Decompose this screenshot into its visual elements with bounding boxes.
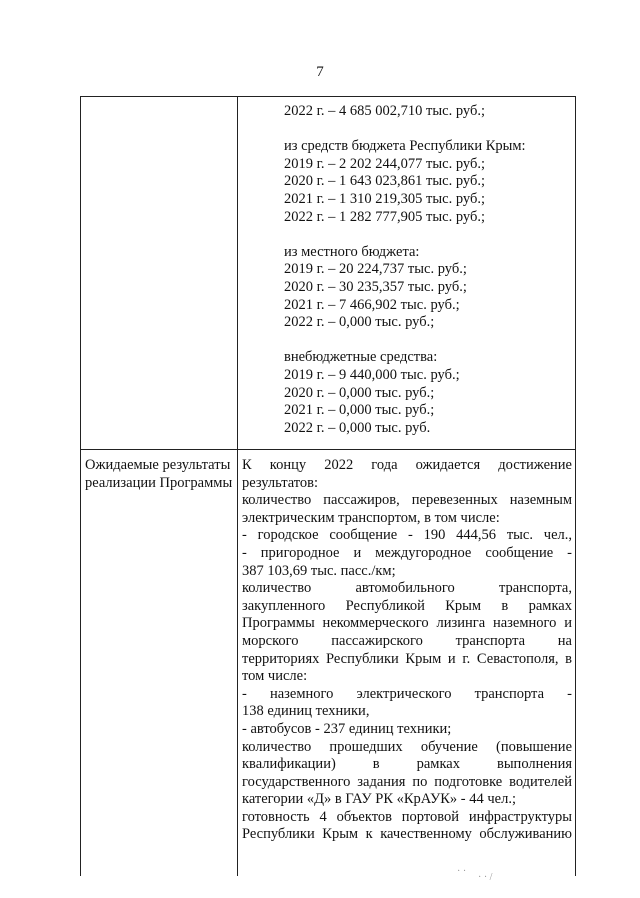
extrabudgetary-line: 2022 г. – 0,000 тыс. руб. [284,419,431,436]
results-text-line: готовность 4 объектов портовой инфраструктуры [242,808,572,825]
funding-cell [284,103,567,437]
results-text-line: территориях Республики Крым и г. Севастополя, в [242,650,572,667]
crimea-budget-line: 2020 г. – 1 643 023,861 тыс. руб.; [284,173,485,190]
crimea-budget-line: 2021 г. – 1 310 219,305 тыс. руб.; [284,190,485,207]
column-divider [237,97,238,876]
results-text-line: результатов: [242,474,319,491]
results-text-line: количество пассажиров, перевезенных наземным [242,492,572,509]
crimea-budget-line: 2019 г. – 2 202 244,077 тыс. руб.; [284,155,485,172]
row-divider [81,449,575,450]
results-text-line: - наземного электрического транспорта - [242,685,572,702]
local-budget-line: 2021 г. – 7 466,902 тыс. руб.; [284,296,460,313]
page-number: 7 [316,64,324,80]
results-text-line: 138 единиц техники, [242,703,370,720]
results-text [242,457,572,844]
results-label-line: реализации Программы [85,474,233,491]
results-label [85,457,235,492]
results-text-line: - автобусов - 237 единиц техники; [242,720,452,737]
results-label-line: Ожидаемые результаты [85,457,231,473]
extrabudgetary-line: 2020 г. – 0,000 тыс. руб.; [284,384,435,401]
results-text-line: - городское сообщение - 190 444,56 тыс. чел., [242,527,572,544]
results-text-line: том числе: [242,668,308,685]
results-text-line: - пригородное и междугородное сообщение - [242,544,572,561]
results-text-line: морского пассажирского транспорта на [242,632,572,649]
results-text-line: закупленного Республикой Крым в рамках [242,597,572,614]
local-budget-line: 2022 г. – 0,000 тыс. руб.; [284,314,435,331]
extrabudgetary-line: 2019 г. – 9 440,000 тыс. руб.; [284,366,460,383]
extrabudgetary-line: 2021 г. – 0,000 тыс. руб.; [284,402,435,419]
extrabudgetary-heading: внебюджетные средства: [284,349,438,366]
results-text-line: квалификации) в рамках выполнения [242,756,572,773]
local-budget-heading: из местного бюджета: [284,243,420,260]
results-text-line: Программы некоммерческого лизинга наземного и [242,615,572,632]
results-text-line: категории «Д» в ГАУ РК «КрАУК» - 44 чел.; [242,791,517,808]
funding-line-2022-total: 2022 г. – 4 685 002,710 тыс. руб.; [284,103,485,119]
results-text-line: электрическим транспортом, в том числе: [242,509,500,526]
scan-speck: · · [457,866,467,877]
local-budget-line: 2019 г. – 20 224,737 тыс. руб.; [284,261,467,278]
local-budget-line: 2020 г. – 30 235,357 тыс. руб.; [284,278,467,295]
crimea-budget-heading: из средств бюджета Республики Крым: [284,138,526,155]
program-table [80,96,576,876]
results-text-line: 387 103,69 тыс. пасс./км; [242,562,396,579]
scan-speck: · · / [478,872,493,883]
results-text-line: государственного задания по подготовке водителей [242,773,572,790]
results-text-line: количество прошедших обучение (повышение [242,738,572,755]
crimea-budget-line: 2022 г. – 1 282 777,905 тыс. руб.; [284,208,485,225]
results-text-line: К концу 2022 года ожидается достижение [242,457,572,473]
results-text-line: количество автомобильного транспорта, [242,580,572,597]
results-text-line: Республики Крым к качественному обслуживанию [242,826,572,843]
